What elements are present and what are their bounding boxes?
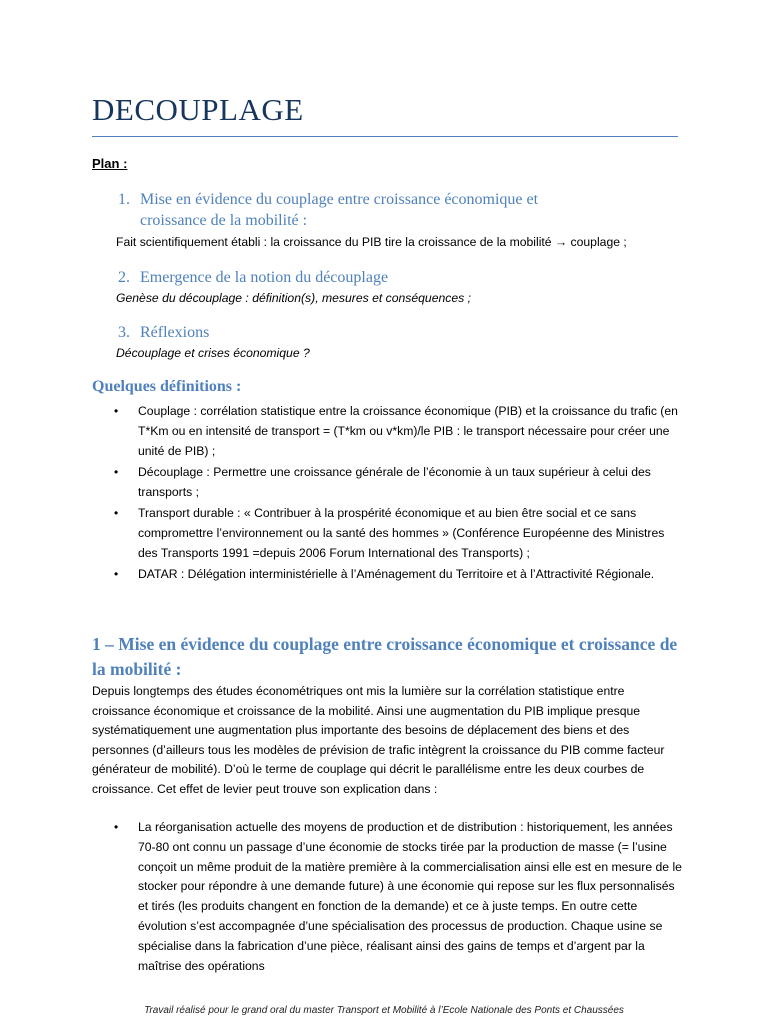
plan-item-title-line1: Mise en évidence du couplage entre croissance économique et <box>140 191 539 208</box>
section-1-paragraph: Depuis longtemps des études économétriques ont mis la lumière sur la corrélation statistique entre croissance économique et croissance de la mobilité. Ainsi une augmentation du PIB implique presque systématiquement une augmentation plus importante des besoins de déplacement des biens et des personnes (d’ailleurs tous les modèles de prévision de trafic intègrent la croissance du PIB comme facteur générateur de mobilité). D’où le terme de couplage qui décrit le parallélisme entre les deux courbes de croissance. Cet effet de levier peut trouve son explication dans : <box>92 684 665 796</box>
plan-item-2-desc: Genèse du découplage : définition(s), mesures et conséquences ; <box>116 291 472 305</box>
definition-item: • DATAR : Délégation interministérielle à l’Aménagement du Territoire et à l’Attractivité Régionale. <box>112 564 682 584</box>
definition-item: • Découplage : Permettre une croissance générale de l’économie à un taux supérieur à celui des transports ; <box>112 462 682 502</box>
definitions-heading: Quelques définitions : <box>92 378 242 395</box>
bullet-icon: • <box>114 506 119 520</box>
section-1-list <box>112 818 684 977</box>
plan-item-3-heading <box>118 322 678 343</box>
plan-item-number: 1. <box>118 191 130 208</box>
plan-item-title: Réflexions <box>140 324 210 341</box>
bullet-icon: • <box>114 404 119 418</box>
list-item: • La réorganisation actuelle des moyens de production et de distribution : historiquement, les années 70-80 ont connu un passage d’une économie de stocks tirée par la production de masse (= l’usine conçoit un même produit de la matière première à la commercialisation ainsi elle est en mesure de le stocker pour répondre à une demande future) à une économie qui repose sur les flux personnalisés et tirés (les produits changent en fonction de la demande) et ce à juste temps. En outre cette évolution s’est accompagnée d’une spécialisation des processus de production. Chaque usine se spécialise dans la fabrication d’une pièce, réalisant ainsi des gains de temps et d’argent par la maîtrise des opérations <box>114 820 682 973</box>
plan-item-number: 3. <box>118 324 130 341</box>
bullet-icon: • <box>114 465 119 479</box>
plan-item-title: Emergence de la notion du découplage <box>140 269 389 286</box>
plan-item-3-desc: Découplage et crises économique ? <box>116 346 310 360</box>
title-underline <box>92 136 678 137</box>
bullet-icon: • <box>114 820 119 834</box>
plan-item-2-heading <box>118 267 678 288</box>
plan-item-title-line2: croissance de la mobilité : <box>140 212 308 229</box>
plan-item-1-heading <box>118 189 678 231</box>
section-1-heading: 1 – Mise en évidence du couplage entre croissance économique et croissance de la mobilité : <box>92 634 678 679</box>
bullet-icon: • <box>114 567 119 581</box>
definition-item: • Transport durable : « Contribuer à la prospérité économique et au bien être social et ce sans compromettre l’environnement ou la santé des hommes » (Conférence Européenne des Ministres des Transports 1991 =depuis 2006 Forum International des Transports) ; <box>112 503 682 563</box>
definition-item: • Couplage : corrélation statistique entre la croissance économique (PIB) et la croissance du trafic (en T*Km ou en intensité de transport = (T*km ou v*km)/le PIB : le transport nécessaire pour créer une unité de PIB) ; <box>112 401 682 461</box>
plan-label: Plan : <box>92 156 128 171</box>
plan-item-number: 2. <box>118 269 130 286</box>
document-title: DECOUPLAGE <box>92 92 304 127</box>
definitions-list <box>112 401 682 585</box>
plan-item-1-desc: Fait scientifiquement établi : la croissance du PIB tire la croissance de la mobilité → couplage ; <box>116 235 627 249</box>
page-footer: Travail réalisé pour le grand oral du master Transport et Mobilité à l’Ecole Nationale des Ponts et Chaussées <box>144 1005 624 1016</box>
